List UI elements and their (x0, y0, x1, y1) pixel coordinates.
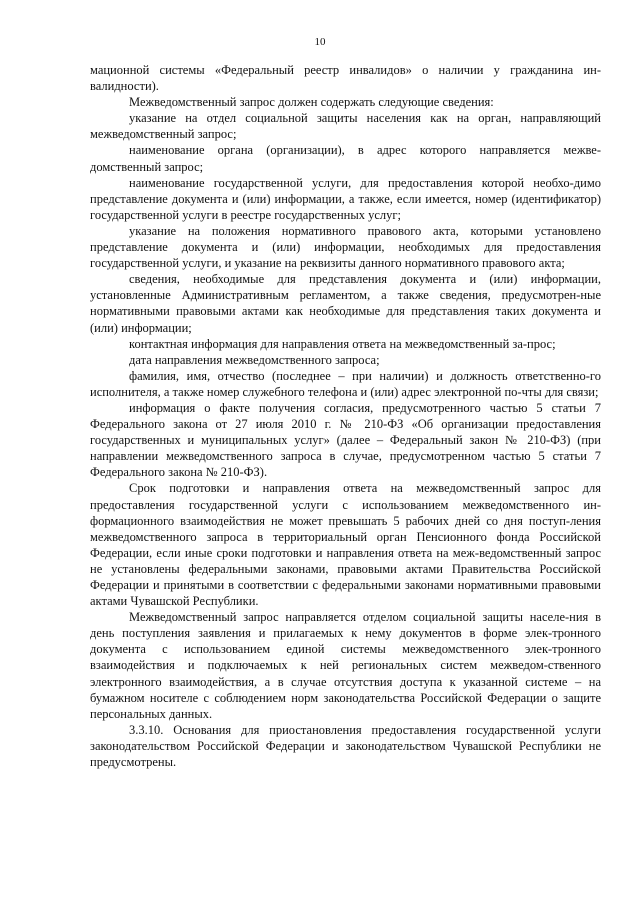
paragraph-continuation: мационной системы «Федеральный реестр инвалидов» о наличии у гражданина ин-валидности). (90, 63, 601, 94)
paragraph-list-item: дата направления межведомственного запроса; (129, 352, 380, 367)
paragraph-list-item: контактная информация для направления ответа на межведомственный за-прос; (129, 336, 556, 351)
paragraph-section-3-3-10: 3.3.10. Основания для приостановления предоставления государственной услуги законодательством Российской Федерации и законодательством Чувашской Республики не предусмотрены. (90, 722, 601, 770)
paragraph-list-item: фамилия, имя, отчество (последнее – при наличии) и должность ответственно-го исполнителя, а также номер служебного телефона и (или) адрес электронной по-чты для связи; (90, 368, 601, 399)
paragraph-response-deadline: Срок подготовки и направления ответа на межведомственный запрос для предоставления государственной услуги с использованием межведомственного ин-формационного взаимодействия не может превышать 5 рабочих дней со дня поступ-ления межведомственного запроса в территориальный орган Пенсионного фонда Российской Федерации, если иные сроки подготовки и направления ответа на меж-ведомственный запрос не установлены федеральными законами, правовыми актами Правительства Российской Федерации и принятыми в соответствии с федеральными законами нормативными правовыми актами Чувашской Республики. (90, 481, 601, 609)
paragraph-list-item: указание на отдел социальной защиты населения как на орган, направляющий межведомственный запрос; (90, 111, 601, 142)
paragraph-request-contents-intro: Межведомственный запрос должен содержать следующие сведения: (129, 95, 494, 110)
page-number: 10 (314, 36, 326, 48)
paragraph-request-delivery: Межведомственный запрос направляется отделом социальной защиты населе-ния в день поступления заявления и прилагаемых к нему документов в форме элек-тронного документа с использованием единой системы межведомственного элек-тронного взаимодействия и подключаемых к ней региональных систем межведом-ственного электронного взаимодействия, а в случае отсутствия доступа к указанной системе – на бумажном носителе с соблюдением норм законодательства Российской Федерации о защите персональных данных. (90, 610, 601, 721)
paragraph-list-item: сведения, необходимые для представления документа и (или) информации, установленные Административным регламентом, а также сведения, предусмотрен-ные нормативными правовыми актами как необходимые для представления таких документа и (или) информации; (90, 272, 601, 335)
paragraph-list-item: информация о факте получения согласия, предусмотренного частью 5 статьи 7 Федерального закона от 27 июля 2010 г. № 210-ФЗ «Об организации предоставления государственных и муниципальных услуг» (далее – Федеральный закон № 210-ФЗ) (при направлении межведомственного запроса в случае, предусмотренном частью 5 статьи 7 Федерального закона № 210-ФЗ). (90, 400, 601, 480)
document-body (90, 62, 601, 770)
paragraph-list-item: наименование органа (организации), в адрес которого направляется межве-домственный запрос; (90, 143, 601, 174)
paragraph-list-item: наименование государственной услуги, для предоставления которой необхо-димо представление документа и (или) информации, а также, если имеется, номер (идентификатор) государственной услуги в реестре государственных услуг; (90, 175, 601, 222)
paragraph-list-item: указание на положения нормативного правового акта, которыми установлено представление документа и (или) информации, необходимых для предоставления государственной услуги, и указание на реквизиты данного нормативного правового акта; (90, 223, 601, 271)
